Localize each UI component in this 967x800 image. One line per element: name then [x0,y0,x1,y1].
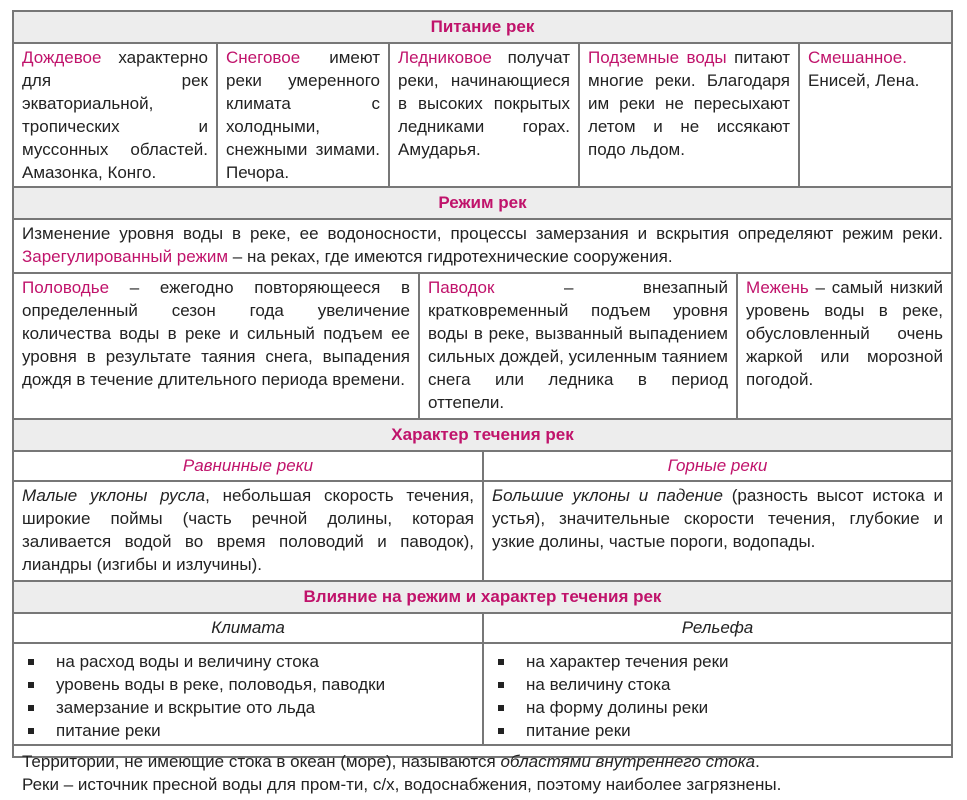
footer-line1-a: Территории, не имеющие стока в океан (море), называются [22,752,501,771]
flow-subheads [14,452,951,482]
regime-intro-row [14,220,951,274]
regime-flood [14,274,420,418]
climate-list-cell [14,644,484,744]
list-item: на форму долины реки [492,696,951,719]
term: Снеговое [226,48,301,67]
nutrition-title: Питание рек [14,12,951,44]
desc: имеют реки умеренного климата с холодными, снежными зимами. Печора. [226,48,380,182]
term: Межень [746,278,809,297]
climate-list [14,644,482,744]
term: Ледниковое [398,48,492,67]
list-item: питание реки [492,719,951,742]
list-item: на расход воды и величину стока [22,650,482,673]
mountain-rivers-title: Горные реки [484,452,951,480]
list-item: уровень воды в реке, половодья, паводки [22,673,482,696]
intro-b: – на реках, где имеются гидротехнические сооружения. [228,247,673,266]
footer-note [14,746,951,800]
list-item: на величину стока [492,673,951,696]
term: Смешанное. [808,48,907,67]
footer-line1-b: . [755,752,760,771]
nutrition-row [14,44,951,188]
nutrition-glacier [390,44,580,186]
plain-em: Малые уклоны русла [22,486,206,505]
regime-intro [14,220,951,272]
rivers-table [12,10,953,794]
nutrition-ground [580,44,800,186]
mountain-text: (разность высот истока и устья), значительные скорости течения, глубокие и узкие долины, частые пороги, водопады. [492,486,943,551]
list-item: питание реки [22,719,482,742]
term: Подземные воды [588,48,727,67]
flow-title: Характер течения рек [14,420,951,452]
nutrition-snow [218,44,390,186]
footer-line1-em: областями внутреннего стока [500,752,756,771]
nutrition-rain [14,44,218,186]
footer-line1 [22,750,943,773]
term: Паводок [428,278,495,297]
regime-row [14,274,951,420]
intro-term: Зарегулированный режим [22,247,229,266]
desc: – самый низкий уровень воды в реке, обусловленный очень жаркой или морозной погодой. [746,278,943,389]
footer-line2: Реки – источник пресной воды для пром-ти, с/х, водоснабжения, поэтому наиболее загрязнены. [22,775,782,794]
plain-rivers-title: Равнинные реки [14,452,484,480]
relief-list-cell [484,644,951,744]
list-item: замерзание и вскрытие ото льда [22,696,482,719]
flow-row [14,482,951,582]
list-item: на характер течения реки [492,650,951,673]
influence-title: Влияние на режим и характер течения рек [14,582,951,614]
plain-rivers-desc [14,482,484,580]
relief-list [484,644,951,744]
influence-row [14,644,951,746]
desc: получат реки, начинающиеся в высоких покрытых ледниками горах. Амударья. [398,48,570,159]
term: Дождевое [22,48,102,67]
relief-title: Рельефа [484,614,951,642]
plain-text: , небольшая скорость течения, широкие поймы (часть речной долины, которая заливается водой во время половодий и паводок), лиандры (изгибы и излучины). [22,486,475,574]
climate-title: Климата [14,614,484,642]
regime-freshet [420,274,738,418]
intro-a: Изменение уровня воды в реке, ее водоносности, процессы замерзания и вскрытия определяют режим реки. [22,224,943,243]
desc: – ежегодно повторяющееся в определенный сезон года увеличение количества воды в реке и сильный подъем ее уровня в результате таяния снега, выпадения дождя в течение длительного периода времени. [22,278,410,389]
regime-lowwater [738,274,951,418]
influence-subheads [14,614,951,644]
desc: характерно для рек экваториальной, тропических и муссонных областей. Амазонка, Конго. [22,48,208,182]
desc: – внезапный кратковременный подъем уровня воды в реке, вызванный выпадением сильных дождей, усиленным таянием снега или ледника в период оттепели. [428,278,728,412]
regime-title: Режим рек [14,188,951,220]
desc: питают многие реки. Благодаря им реки не пересыхают летом и не иссякают подо льдом. [588,48,791,159]
term: Половодье [22,278,110,297]
nutrition-mixed [800,44,951,186]
mountain-rivers-desc [484,482,951,580]
desc: Енисей, Лена. [808,71,920,90]
mountain-em: Большие уклоны и падение [492,486,723,505]
